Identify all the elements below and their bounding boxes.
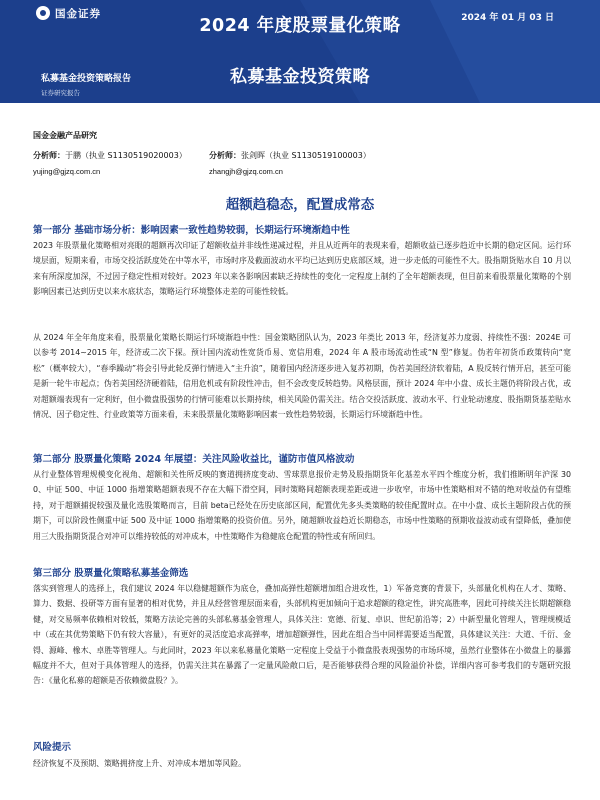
analyst-1: [33, 150, 187, 161]
report-subtitle: 私募基金投资策略: [230, 67, 370, 87]
analyst-2: [209, 150, 371, 161]
logo-text: 国金证券: [55, 7, 101, 20]
report-date: 2024 年 01 月 03 日: [461, 13, 554, 23]
analyst-1-email[interactable]: yujing@gjzq.com.cn: [33, 167, 101, 176]
section-1-heading: 第一部分 基础市场分析：影响因素一致性趋势较弱，长期运行环境渐趋中性: [33, 225, 350, 236]
report-title: 2024 年度股票量化策略: [199, 16, 401, 36]
section-3-heading: 第三部分 股票量化策略私募基金筛选: [33, 568, 189, 579]
section-2-paragraph-1: 从行业整体管理规模变化视角、超额和关性所反映的赛道拥挤度变动、雪球票息报价走势及股指期货年化基差水平四个维度分析，我们推断明年沪深 300、中证 500、中证 1000 指增策略超额表现不存在大幅下滑空间，同时策略间超额表现差距或进一步收窄，市场中性策略相对不错的绝对收益仍有望维持，对于超额捕捉较强及量化选股策略而言，目前 beta已经处在历史底部区间，配置优先多头类策略的较佳配置时点。在中小盘、成长主题阶段占优的预期下，可以阶段性侧重中证 500 及中证 1000 指增策略的投资价值。另外，随超额收益趋近长期稳态，市场中性策略的预期收益波动或有望降低，叠加使用三大股指期货混合对冲可以维持较低的对冲成本，中性策略作为稳健底仓配置的特性或有所回归。: [33, 470, 571, 541]
risk-paragraph: 经济恢复不及预期、策略拥挤度上升、对冲成本增加等风险。: [33, 759, 247, 768]
headline: 超额趋稳态，配置成常态: [225, 197, 375, 213]
section-1-paragraph-1: 2023 年股票量化策略相对亮眼的超额再次印证了超额收益并非线性递减过程，并且从近两年的表现来看，超额收益已逐步趋近中长期的稳定区间。运行环境层面，短期来看，市场交投活跃度处在中等水平，市场时序及截面波动水平均已达到历史底部区域，进一步走低的可能性不大。股指期货贴水自 10 月以来有所深度加深，不过因子稳定性相对较好。2023 年以来各影响因素缺乏持续性的变化一定程度上制约了全年超额表现，但目前来看股票量化策略的个别影响因素已达到历史以来水底状态，策略运行环境整体走差的可能性较低。: [33, 241, 571, 297]
analyst-2-email[interactable]: zhangjh@gjzq.com.cn: [209, 167, 283, 176]
analyst-2-label: 分析师：: [209, 151, 241, 160]
analyst-1-label: 分析师：: [33, 151, 65, 160]
analyst-1-name: 于鹏（执业 S1130519020003）: [65, 151, 187, 160]
institute-name: 国金金融产品研究: [33, 131, 97, 140]
section-2-heading: 第二部分 股票量化策略 2024 年展望：关注风险收益比，谨防市值风格波动: [33, 454, 355, 465]
report-kind: 证券研究报告: [41, 89, 80, 97]
section-3-paragraph-1: 落实到管理人的选择上，我们建议 2024 年以稳健超额作为底仓，叠加高弹性超额增加组合进攻性，1）军备竞赛的背景下，头部量化机构在人才、策略、算力、数据、投研等方面有显著的相对优势，并且从经营管理层面来看，头部机构更加倾向于追求超额的稳定性，讲究高胜率，因此可持续关注长期超额稳健，对交易频率依赖相对较低，策略方法论完善的头部私募基金管理人，具体关注：宽德、衍复、卓识、世纪前沿等；2）中新型量化管理人，管理规模适中（或在其优势策略下仍有较大容量），有更好的灵活度追求高弹率，增加超额弹性，因此在组合当中同样需要适当配置，具体建议关注：大道、千衍、金锝、源峰、橡木、卓胜等管理人。与此同时，2023 年以来私募量化策略一定程度上受益于小微盘股表现强势的市场环境，虽然行业整体在小微盘上的暴露幅度并不大，但对于具体管理人的选择，仍需关注其在暴露了一定量风险敞口后，是否能够获得合理的风险溢价补偿，详细内容可参考我们的专题研究报告：《量化私募的超额是否依赖微盘股？》。: [33, 584, 571, 686]
risk-heading: 风险提示: [33, 742, 72, 753]
analyst-2-name: 张剑晖（执业 S1130519100003）: [241, 151, 371, 160]
report-type: 私募基金投资策略报告: [41, 74, 132, 84]
header-banner: [0, 0, 600, 103]
section-1-paragraph-2: 从 2024 年全年角度来看，股票量化策略长期运行环境渐趋中性：国金策略团队认为，2023 年类比 2013 年，经济复苏力度弱、持续性不强：2024E 可以参考 2014~2015 年，经济或二次下探。预计国内流动性宽货币易、宽信用难，2024 年 A 股市场流动性或“N 型”修复。伪若年初货币政策转向“宽松”（概率较大），“春季躁动”将会引导此轮反弹行情进入“主升浪”，随着国内经济逐步进入复苏初期，伪若美国经济软着陆，A 股反转行情开启，甚至可能是新一轮牛市起点；伪若美国经济硬着陆，信用危机或有阶段性冲击，但不会改变反转趋势。风格层面，预计 2024 年中小盘、成长主题仍将阶段占优，或对超额端表现有一定利好，但小微盘股强势的行情可能难以长期持续，相关风险仍需关注。结合交投活跃度、波动水平、行业轮动速度、股指期货基差贴水情况、因子稳定性、行业政策等方面来看，未来股票量化策略影响因素一致性趋势较弱，长期运行环境渐趋中性。: [33, 333, 571, 420]
